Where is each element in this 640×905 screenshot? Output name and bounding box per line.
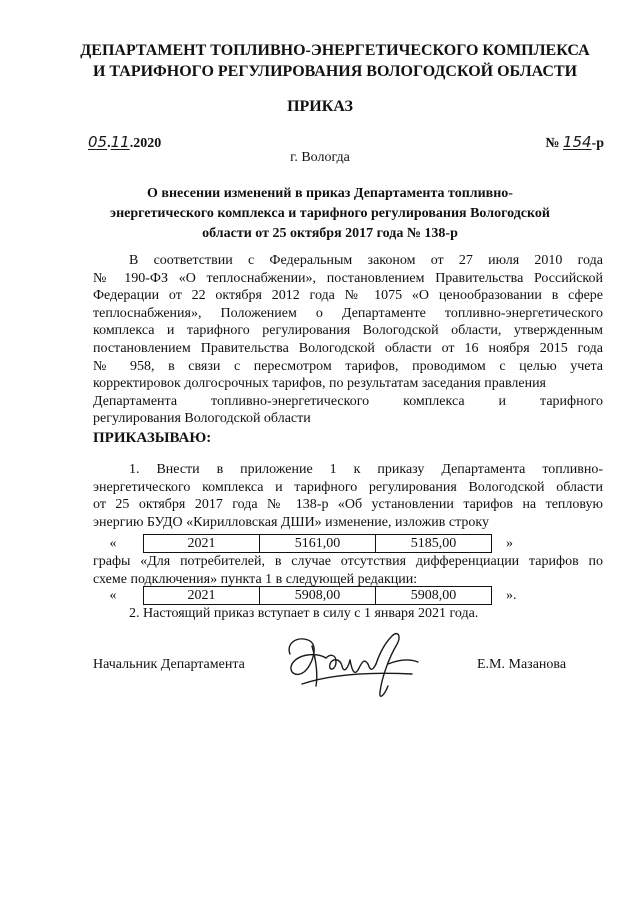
header-line-2: И ТАРИФНОГО РЕГУЛИРОВАНИЯ ВОЛОГОДСКОЙ ОБЛАСТИ <box>92 63 578 80</box>
item-1-line: энергию БУДО «Кирилловская ДШИ» изменение, изложив строку <box>93 514 490 530</box>
item-1-line: графы «Для потребителей, в случае отсутствия дифференциации тарифов по <box>93 554 603 569</box>
item-2-paragraph <box>93 605 603 623</box>
subject-line-3: области от 25 октября 2017 года № 138-р <box>202 226 458 241</box>
item-1-line: энергетического комплекса и тарифного регулирования Вологодской области <box>93 479 603 495</box>
preamble-line: регулирования Вологодской области <box>93 411 311 427</box>
date-year: .2020 <box>129 136 162 151</box>
item-1-line: 1. Внести в приложение 1 к приказу Департамента топливно- <box>129 462 603 477</box>
order-subject <box>95 184 565 244</box>
preamble-line: № 190-ФЗ «О теплоснабжении», постановлением Правительства Российской <box>93 270 603 286</box>
item-1-line: от 25 октября 2017 года № 138-р «Об установлении тарифов на тепловую <box>93 497 603 513</box>
preamble-line: В соответствии с Федеральным законом от 27 июля 2010 года <box>129 253 603 268</box>
old-value-row <box>93 534 603 553</box>
order-keyword: ПРИКАЗЫВАЮ: <box>93 430 212 446</box>
number-prefix: № <box>545 136 560 151</box>
preamble-line: комплекса и тарифного регулирования Вологодской области, утвержденным <box>93 323 603 339</box>
date-day: 05 <box>88 133 108 151</box>
document-title: ПРИКАЗ <box>287 98 353 115</box>
old-value-table <box>143 534 492 553</box>
date-month: 11 <box>110 133 130 151</box>
preamble-line: Департамента топливно-энергетического комплекса и тарифного <box>93 393 603 409</box>
signatory-position: Начальник Департамента <box>93 657 245 672</box>
number-suffix: -р <box>591 136 604 151</box>
new-value-table <box>143 586 492 605</box>
quote-open: « <box>109 587 117 603</box>
quote-close: » <box>506 535 513 551</box>
preamble-line: Федерации от 22 октября 2012 года № 1075 «О ценообразовании в сфере <box>93 288 603 304</box>
department-header <box>60 40 610 82</box>
item-1-continuation <box>93 553 603 588</box>
old-year-cell: 2021 <box>144 535 260 553</box>
preamble-line: корректировок долгосрочных тарифов, по результатам заседания правления <box>93 376 546 392</box>
item-2-line: 2. Настоящий приказ вступает в силу с 1 января 2021 года. <box>129 606 479 621</box>
quote-close: ». <box>506 587 517 603</box>
new-year-cell: 2021 <box>144 587 260 605</box>
preamble-line: постановлением Правительства Вологодской области от 16 ноября 2015 года <box>93 340 603 356</box>
preamble-paragraph <box>93 252 603 428</box>
old-tariff-cell-1: 5161,00 <box>260 535 376 553</box>
preamble-line: теплоснабжения», Положением о Департаменте топливно-энергетического <box>93 305 603 321</box>
number-value: 154 <box>562 133 592 151</box>
header-line-1: ДЕПАРТАМЕНТ ТОПЛИВНО-ЭНЕРГЕТИЧЕСКОГО КОМПЛЕКСА <box>80 42 590 59</box>
signatory-name: Е.М. Мазанова <box>477 657 567 672</box>
item-1-line: схеме подключения» пункта 1 в следующей редакции: <box>93 571 418 587</box>
preamble-line: № 958, в связи с пересмотром тарифов, проводимом с целью учета <box>93 358 603 374</box>
item-1-paragraph <box>93 461 603 531</box>
date-sep: . <box>107 136 111 151</box>
new-tariff-cell-1: 5908,00 <box>260 587 376 605</box>
new-value-row <box>93 586 603 605</box>
city: г. Вологда <box>290 150 350 165</box>
subject-line-1: О внесении изменений в приказ Департамента топливно- <box>147 186 513 201</box>
old-tariff-cell-2: 5185,00 <box>376 535 492 553</box>
subject-line-2: энергетического комплекса и тарифного регулирования Вологодской <box>110 206 550 221</box>
quote-open: « <box>109 535 117 551</box>
new-tariff-cell-2: 5908,00 <box>376 587 492 605</box>
handwritten-signature <box>282 624 432 709</box>
